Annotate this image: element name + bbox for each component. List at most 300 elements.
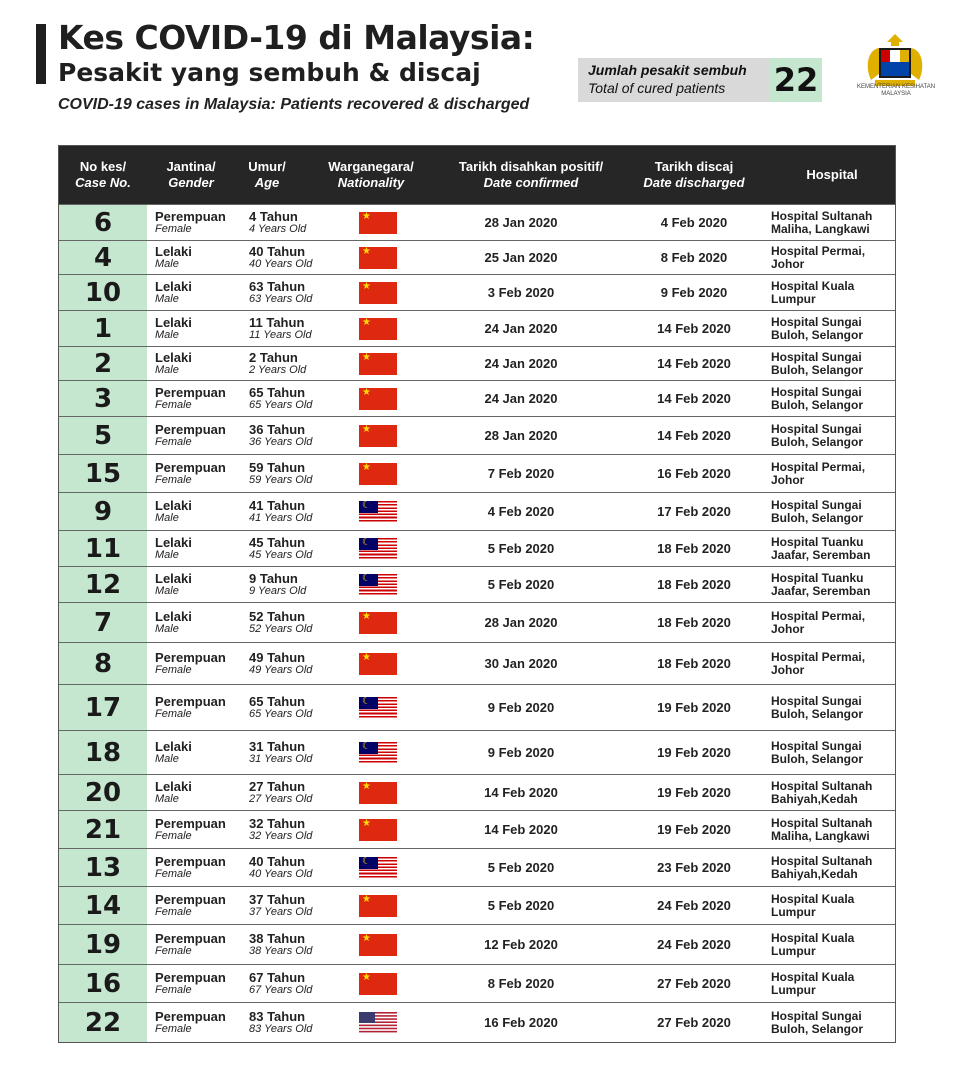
case-number: 18 [59,731,147,774]
hospital-cell [771,1003,893,1042]
case-number: 21 [59,811,147,848]
age-bm: 65 Tahun [249,384,306,400]
gender-en: Male [155,548,179,561]
table-row [59,964,895,1002]
date-confirmed: 24 Jan 2020 [484,321,558,336]
total-cured-box [578,58,822,102]
date-confirmed: 4 Feb 2020 [487,504,555,519]
china-flag-icon [359,934,397,956]
gender-cell [155,531,192,566]
date-confirmed: 5 Feb 2020 [487,577,555,592]
china-flag-icon [359,973,397,995]
gender-bm: Perempuan [155,649,226,665]
hospital-line2: Buloh, Selangor [771,1021,864,1036]
gender-en: Female [155,435,192,448]
date-confirmed: 5 Feb 2020 [487,898,555,913]
age-bm: 4 Tahun [249,208,298,224]
age-cell [249,241,312,274]
gender-cell [155,965,226,1002]
china-flag-icon [359,819,397,841]
age-cell [249,205,306,240]
table-row [59,774,895,810]
gender-en: Female [155,222,192,235]
hospital-line1: Hospital Sultanah [771,208,873,223]
case-number: 14 [59,887,147,924]
gender-en: Male [155,328,179,341]
hospital-line2: Buloh, Selangor [771,397,864,412]
gender-cell [155,241,192,274]
date-confirmed: 5 Feb 2020 [487,541,555,556]
case-number: 16 [59,965,147,1002]
table-row [59,240,895,274]
china-flag-icon [359,463,397,485]
gender-cell [155,925,226,964]
date-discharged: 4 Feb 2020 [660,215,728,230]
age-cell [249,531,312,566]
malaysia-flag-icon [359,501,397,523]
gender-en: Male [155,363,179,376]
page-subtitle: COVID-19 cases in Malaysia: Patients recovered & discharged [58,96,530,113]
malaysia-flag-icon [359,574,397,596]
gender-bm: Perempuan [155,459,226,475]
age-bm: 9 Tahun [249,570,298,586]
gender-en: Female [155,663,192,676]
hospital-line2: Buloh, Selangor [771,706,864,721]
header-date-confirmed [441,146,621,204]
date-discharged: 24 Feb 2020 [657,937,731,952]
age-bm: 41 Tahun [249,497,306,513]
age-cell [249,685,312,730]
gender-cell [155,603,192,642]
hospital-cell [771,731,893,774]
hospital-cell [771,417,893,454]
total-label-en: Total of cured patients [588,80,726,96]
hospital-cell [771,925,893,964]
age-cell [249,925,312,964]
usa-flag-icon [359,1012,397,1034]
gender-cell [155,1003,226,1042]
title-accent-bar [36,24,46,84]
table-row [59,310,895,346]
age-en: 83 Years Old [249,1022,313,1035]
case-number: 19 [59,925,147,964]
age-bm: 83 Tahun [249,1008,306,1024]
table-row [59,730,895,774]
hospital-line1: Hospital Sultanah [771,815,873,830]
hospital-line1: Hospital Sungai [771,497,862,512]
hospital-line2: Lumpur [771,291,816,306]
date-confirmed: 12 Feb 2020 [484,937,558,952]
table-row [59,1002,895,1042]
date-confirmed: 5 Feb 2020 [487,860,555,875]
date-discharged: 14 Feb 2020 [657,428,731,443]
hospital-cell [771,455,893,492]
header-age [235,146,299,204]
age-bm: 27 Tahun [249,778,306,794]
age-bm: 32 Tahun [249,815,306,831]
gender-en: Female [155,398,192,411]
date-discharged: 18 Feb 2020 [657,615,731,630]
hospital-cell [771,311,893,346]
china-flag-icon [359,782,397,804]
gender-cell [155,811,226,848]
gender-bm: Lelaki [155,778,192,794]
hospital-line1: Hospital Tuanku [771,534,864,549]
gender-bm: Lelaki [155,570,192,586]
gender-cell [155,205,226,240]
date-confirmed: 25 Jan 2020 [484,250,558,265]
hospital-line1: Hospital Sungai [771,1008,862,1023]
date-confirmed: 14 Feb 2020 [484,785,558,800]
case-number: 20 [59,775,147,810]
date-discharged: 14 Feb 2020 [657,391,731,406]
date-discharged: 23 Feb 2020 [657,860,731,875]
date-confirmed: 9 Feb 2020 [487,700,555,715]
date-discharged: 19 Feb 2020 [657,745,731,760]
malaysia-flag-icon [359,697,397,719]
date-discharged: 18 Feb 2020 [657,541,731,556]
gender-bm: Perempuan [155,693,226,709]
gender-cell [155,275,192,310]
age-en: 38 Years Old [249,944,313,957]
age-bm: 40 Tahun [249,853,306,869]
table-row [59,492,895,530]
age-bm: 65 Tahun [249,693,306,709]
gender-en: Female [155,707,192,720]
table-row [59,346,895,380]
page-title-line2: Pesakit yang sembuh & discaj [58,58,481,87]
case-number: 1 [59,311,147,346]
gender-cell [155,347,192,380]
table-header [59,146,895,204]
date-discharged: 16 Feb 2020 [657,466,731,481]
age-bm: 11 Tahun [249,314,305,330]
header-gender-bm: Jantina/ [166,159,216,174]
hospital-line2: Jaafar, Seremban [771,583,871,598]
gender-bm: Perempuan [155,1008,226,1024]
age-bm: 31 Tahun [249,738,306,754]
china-flag-icon [359,895,397,917]
case-number: 8 [59,643,147,684]
hospital-line1: Hospital Permai, [771,649,866,664]
age-cell [249,775,312,810]
header-date-discharged-en: Date discharged [643,175,745,190]
age-bm: 52 Tahun [249,608,306,624]
hospital-line2: Johor [771,662,805,677]
age-bm: 2 Tahun [249,349,298,365]
header-case-no-bm: No kes/ [79,159,127,174]
hospital-line2: Buloh, Selangor [771,362,864,377]
case-number: 13 [59,849,147,886]
age-cell [249,493,312,530]
table-row [59,810,895,848]
gender-bm: Perempuan [155,384,226,400]
hospital-line1: Hospital Permai, [771,243,866,258]
age-cell [249,275,312,310]
case-number: 2 [59,347,147,380]
date-discharged: 24 Feb 2020 [657,898,731,913]
case-number: 22 [59,1003,147,1042]
header-date-confirmed-bm: Tarikh disahkan positif/ [458,159,604,174]
hospital-cell [771,205,893,240]
hospital-line1: Hospital Sungai [771,349,862,364]
age-en: 37 Years Old [249,905,313,918]
date-discharged: 27 Feb 2020 [657,1015,731,1030]
hospital-line1: Hospital Kuala [771,278,855,293]
age-en: 49 Years Old [249,663,313,676]
table-row [59,924,895,964]
age-en: 41 Years Old [249,511,313,524]
header-date-confirmed-en: Date confirmed [483,175,579,190]
header-date-discharged-bm: Tarikh discaj [654,159,734,174]
table-row [59,416,895,454]
gender-bm: Lelaki [155,534,192,550]
gender-cell [155,455,226,492]
date-discharged: 27 Feb 2020 [657,976,731,991]
age-cell [249,603,312,642]
total-cured-value: 22 [770,58,822,102]
table-row [59,886,895,924]
gender-cell [155,643,226,684]
age-bm: 38 Tahun [249,930,306,946]
date-discharged: 9 Feb 2020 [660,285,728,300]
age-cell [249,1003,312,1042]
age-cell [249,455,312,492]
malaysia-flag-icon [359,538,397,560]
table-row [59,602,895,642]
age-en: 31 Years Old [249,752,313,765]
gender-cell [155,731,192,774]
age-en: 27 Years Old [249,792,313,805]
gender-en: Male [155,257,179,270]
header-hospital-label: Hospital [806,167,858,182]
gender-bm: Perempuan [155,208,226,224]
hospital-line1: Hospital Sungai [771,738,862,753]
age-en: 65 Years Old [249,398,313,411]
gender-en: Male [155,752,179,765]
gender-en: Male [155,792,179,805]
case-number: 9 [59,493,147,530]
gender-bm: Lelaki [155,278,192,294]
age-cell [249,347,306,380]
age-cell [249,381,312,416]
age-en: 40 Years Old [249,867,313,880]
case-number: 5 [59,417,147,454]
case-number: 7 [59,603,147,642]
age-en: 32 Years Old [249,829,313,842]
hospital-line1: Hospital Sultanah [771,853,873,868]
age-bm: 45 Tahun [249,534,306,550]
gender-bm: Perempuan [155,853,226,869]
gender-bm: Perempuan [155,421,226,437]
header-case-no-en: Case No. [75,175,131,190]
date-confirmed: 8 Feb 2020 [487,976,555,991]
hospital-cell [771,643,893,684]
header-gender-en: Gender [168,175,214,190]
date-confirmed: 9 Feb 2020 [487,745,555,760]
gender-bm: Lelaki [155,497,192,513]
case-number: 11 [59,531,147,566]
gender-en: Female [155,867,192,880]
header-nationality-bm: Warganegara/ [328,159,414,174]
age-en: 11 Years Old [249,328,312,341]
hospital-line1: Hospital Sungai [771,693,862,708]
recovered-patients-table [58,145,896,1043]
china-flag-icon [359,425,397,447]
hospital-cell [771,811,893,848]
gender-cell [155,381,226,416]
gender-cell [155,493,192,530]
hospital-line2: Bahiyah,Kedah [771,791,858,806]
gender-en: Female [155,983,192,996]
age-bm: 37 Tahun [249,891,306,907]
age-en: 65 Years Old [249,707,313,720]
table-row [59,642,895,684]
hospital-line2: Lumpur [771,982,816,997]
age-en: 40 Years Old [249,257,313,270]
gender-bm: Lelaki [155,349,192,365]
hospital-line1: Hospital Kuala [771,930,855,945]
hospital-cell [771,849,893,886]
hospital-cell [771,567,893,602]
header-case-no [59,146,147,204]
gender-en: Male [155,584,179,597]
gender-cell [155,311,192,346]
date-discharged: 19 Feb 2020 [657,700,731,715]
age-bm: 49 Tahun [249,649,306,665]
table-row [59,566,895,602]
hospital-line1: Hospital Sungai [771,421,862,436]
date-confirmed: 28 Jan 2020 [484,215,558,230]
gender-en: Female [155,905,192,918]
hospital-line1: Hospital Tuanku [771,570,864,585]
gender-bm: Perempuan [155,815,226,831]
page-title: Kes COVID-19 di Malaysia: [58,18,535,57]
hospital-cell [771,347,893,380]
date-confirmed: 30 Jan 2020 [484,656,558,671]
age-cell [249,811,312,848]
gender-cell [155,775,192,810]
gender-cell [155,887,226,924]
hospital-cell [771,965,893,1002]
age-bm: 36 Tahun [249,421,306,437]
hospital-line1: Hospital Permai, [771,459,866,474]
hospital-cell [771,275,893,310]
hospital-line2: Buloh, Selangor [771,751,864,766]
hospital-cell [771,241,893,274]
age-cell [249,849,312,886]
header-hospital [771,146,893,204]
total-cured-labels [578,58,770,102]
case-number: 6 [59,205,147,240]
hospital-cell [771,381,893,416]
gender-cell [155,685,226,730]
gender-bm: Lelaki [155,608,192,624]
hospital-cell [771,531,893,566]
gender-bm: Lelaki [155,738,192,754]
age-en: 67 Years Old [249,983,313,996]
age-bm: 63 Tahun [249,278,306,294]
hospital-line1: Hospital Kuala [771,969,855,984]
header-date-discharged [629,146,759,204]
hospital-line1: Hospital Sungai [771,314,862,329]
hospital-line2: Lumpur [771,904,816,919]
table-row [59,848,895,886]
age-en: 2 Years Old [249,363,307,376]
header-nationality-en: Nationality [337,175,405,190]
total-label-bm: Jumlah pesakit sembuh [588,62,747,78]
gender-en: Male [155,622,179,635]
table-row [59,204,895,240]
gender-bm: Perempuan [155,930,226,946]
date-discharged: 14 Feb 2020 [657,356,731,371]
malaysia-flag-icon [359,742,397,764]
date-confirmed: 14 Feb 2020 [484,822,558,837]
age-bm: 67 Tahun [249,969,306,985]
age-cell [249,311,312,346]
gender-bm: Lelaki [155,243,192,259]
age-en: 52 Years Old [249,622,313,635]
hospital-cell [771,493,893,530]
hospital-line2: Lumpur [771,943,816,958]
date-confirmed: 16 Feb 2020 [484,1015,558,1030]
gender-en: Female [155,829,192,842]
china-flag-icon [359,247,397,269]
hospital-line2: Maliha, Langkawi [771,828,870,843]
case-number: 12 [59,567,147,602]
table-row [59,684,895,730]
hospital-cell [771,685,893,730]
china-flag-icon [359,653,397,675]
hospital-line2: Johor [771,256,805,271]
date-discharged: 19 Feb 2020 [657,822,731,837]
hospital-line2: Buloh, Selangor [771,510,864,525]
hospital-line2: Buloh, Selangor [771,327,864,342]
china-flag-icon [359,318,397,340]
date-discharged: 8 Feb 2020 [660,250,728,265]
age-en: 59 Years Old [249,473,313,486]
age-en: 45 Years Old [249,548,313,561]
gender-en: Female [155,1022,192,1035]
gender-cell [155,849,226,886]
table-row [59,274,895,310]
date-confirmed: 24 Jan 2020 [484,356,558,371]
hospital-line2: Johor [771,621,805,636]
gender-bm: Lelaki [155,314,192,330]
date-discharged: 18 Feb 2020 [657,656,731,671]
china-flag-icon [359,612,397,634]
age-cell [249,567,306,602]
malaysia-flag-icon [359,857,397,879]
age-en: 36 Years Old [249,435,313,448]
case-number: 10 [59,275,147,310]
case-number: 17 [59,685,147,730]
hospital-cell [771,603,893,642]
header-nationality [311,146,431,204]
gender-bm: Perempuan [155,891,226,907]
hospital-line1: Hospital Kuala [771,891,855,906]
china-flag-icon [359,388,397,410]
hospital-line2: Bahiyah,Kedah [771,866,858,881]
date-confirmed: 3 Feb 2020 [487,285,555,300]
age-en: 4 Years Old [249,222,307,235]
gender-en: Female [155,944,192,957]
china-flag-icon [359,282,397,304]
ministry-name: KEMENTERIAN KESIHATAN MALAYSIA [856,84,936,97]
case-number: 3 [59,381,147,416]
hospital-line1: Hospital Sultanah [771,778,873,793]
gender-en: Female [155,473,192,486]
